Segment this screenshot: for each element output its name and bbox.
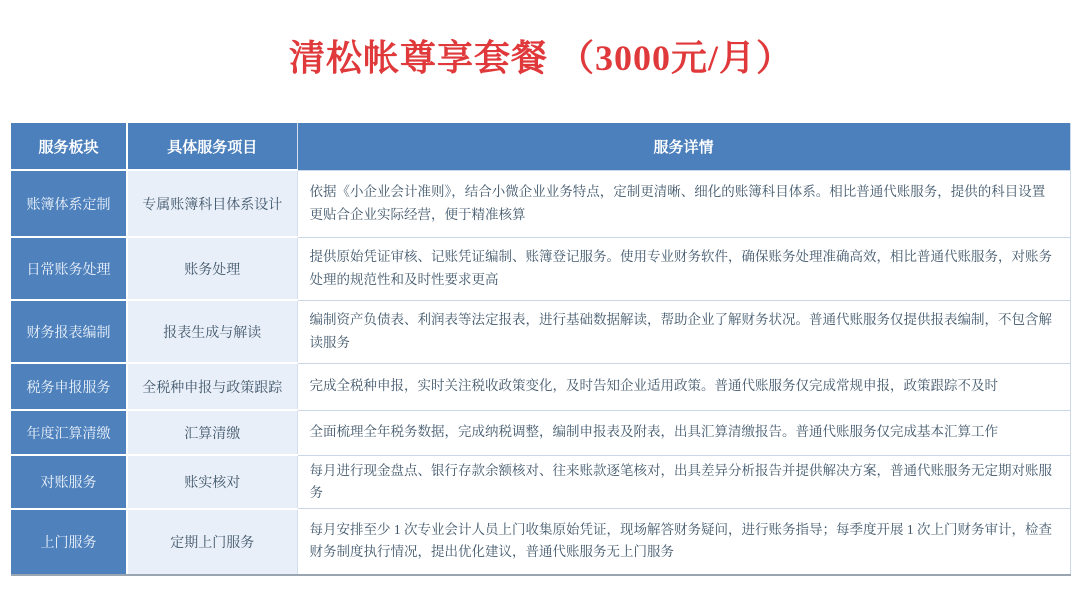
services-table (11, 123, 1071, 576)
cell-item: 汇算清缴 (127, 410, 297, 455)
cell-module: 账簿体系定制 (11, 170, 127, 237)
header-cell-service-item: 具体服务项目 (127, 123, 297, 170)
table-row (11, 363, 1070, 410)
cell-item: 专属账簿科目体系设计 (127, 170, 297, 237)
cell-item: 账实核对 (127, 455, 297, 509)
table-row (11, 455, 1070, 509)
header-cell-service-module: 服务板块 (11, 123, 127, 170)
cell-detail: 每月进行现金盘点、银行存款余额核对、往来账款逐笔核对，出具差异分析报告并提供解决方案，普通代账服务无定期对账服务 (297, 455, 1070, 509)
table-row (11, 509, 1070, 575)
cell-detail: 依据《小企业会计准则》，结合小微企业业务特点，定制更清晰、细化的账簿科目体系。相比普通代账服务，提供的科目设置更贴合企业实际经营，便于精准核算 (297, 170, 1070, 237)
table-row (11, 300, 1070, 363)
cell-detail: 每月安排至少 1 次专业会计人员上门收集原始凭证，现场解答财务疑问，进行账务指导；每季度开展 1 次上门财务审计，检查财务制度执行情况，提出优化建议，普通代账服务无上门服务 (297, 509, 1070, 575)
cell-item: 定期上门服务 (127, 509, 297, 575)
cell-module: 上门服务 (11, 509, 127, 575)
cell-detail: 编制资产负债表、利润表等法定报表，进行基础数据解读，帮助企业了解财务状况。普通代账服务仅提供报表编制，不包含解读服务 (297, 300, 1070, 363)
header-cell-service-detail: 服务详情 (297, 123, 1070, 170)
table-row (11, 170, 1070, 237)
cell-module: 财务报表编制 (11, 300, 127, 363)
cell-item: 报表生成与解读 (127, 300, 297, 363)
cell-detail: 完成全税种申报，实时关注税收政策变化，及时告知企业适用政策。普通代账服务仅完成常规申报，政策跟踪不及时 (297, 363, 1070, 410)
table-row (11, 410, 1070, 455)
table-header-row (11, 123, 1070, 170)
table-row (11, 237, 1070, 300)
page-title: 清松帐尊享套餐 （3000元/月） (288, 38, 793, 78)
cell-module: 对账服务 (11, 455, 127, 509)
cell-item: 账务处理 (127, 237, 297, 300)
cell-detail: 提供原始凭证审核、记账凭证编制、账簿登记服务。使用专业财务软件，确保账务处理准确高效，相比普通代账服务，对账务处理的规范性和及时性要求更高 (297, 237, 1070, 300)
cell-item: 全税种申报与政策跟踪 (127, 363, 297, 410)
cell-module: 日常账务处理 (11, 237, 127, 300)
cell-module: 年度汇算清缴 (11, 410, 127, 455)
cell-detail: 全面梳理全年税务数据，完成纳税调整，编制申报表及附表，出具汇算清缴报告。普通代账服务仅完成基本汇算工作 (297, 410, 1070, 455)
cell-module: 税务申报服务 (11, 363, 127, 410)
